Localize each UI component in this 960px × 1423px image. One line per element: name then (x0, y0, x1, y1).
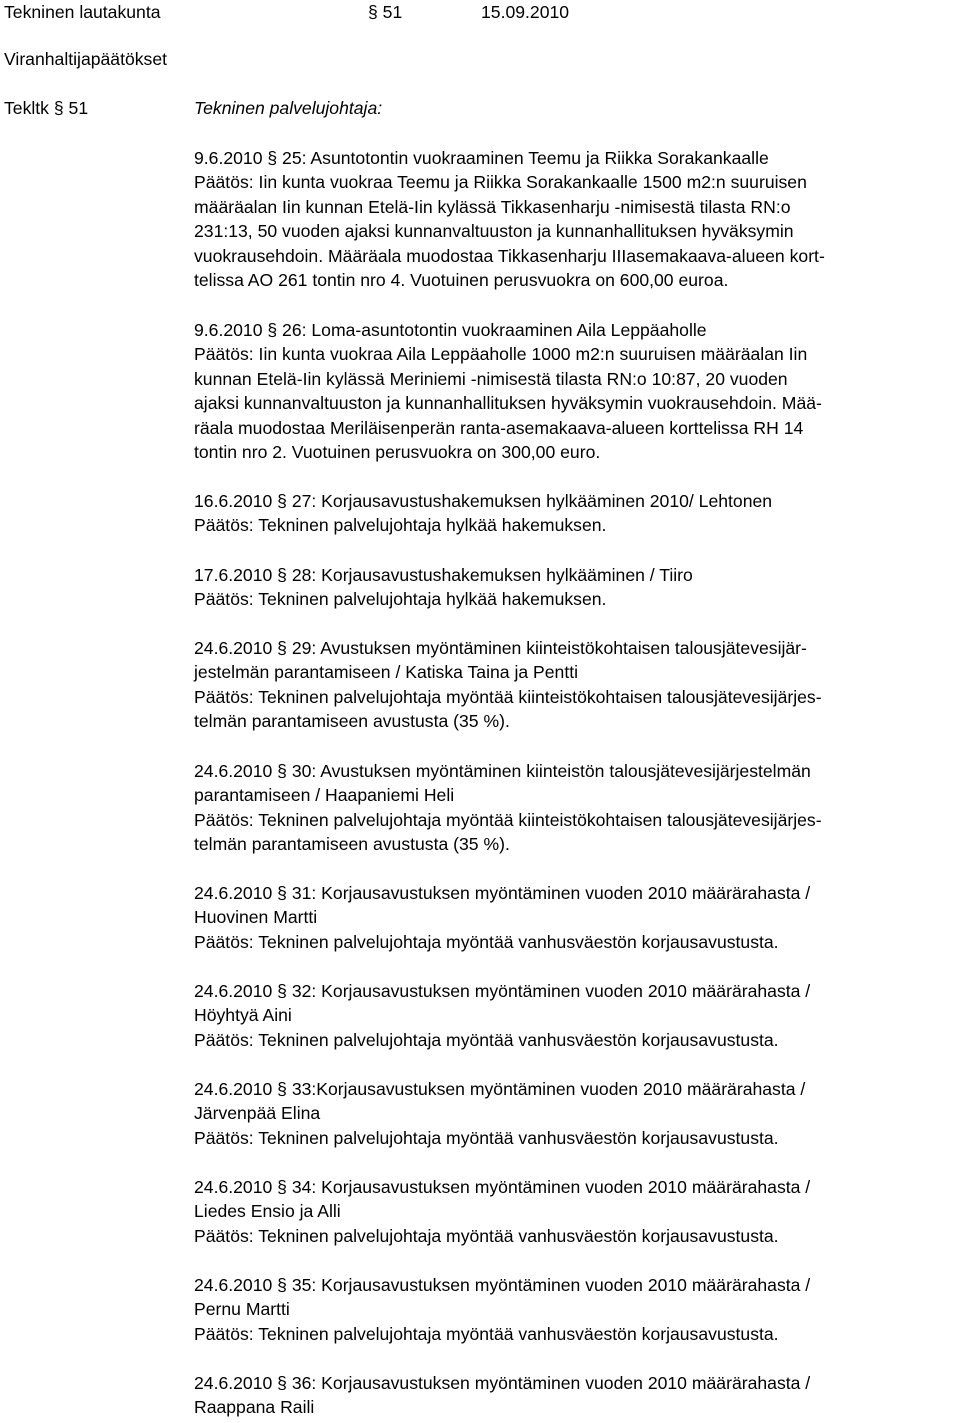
decision-line: telmän parantamiseen avustusta (35 %). (194, 711, 510, 732)
subheader-role: Tekninen palvelujohtaja: (194, 98, 383, 118)
decision-line: Liedes Ensio ja Alli (194, 1201, 341, 1222)
decision-line: tontin nro 2. Vuotuinen perusvuokra on 300,00 euro. (194, 442, 601, 463)
decision-line: Raappana Raili (194, 1397, 315, 1418)
decision-line: Päätös: Tekninen palvelujohtaja myöntää kiinteistökohtaisen talousjätevesijärjes- (194, 686, 822, 707)
decision-line: Päätös: Iin kunta vuokraa Aila Leppäaholle 1000 m2:n suuruisen määräalan Iin (194, 344, 808, 365)
committee-name: Tekninen lautakunta (4, 2, 161, 22)
decision-line: Järvenpää Elina (194, 1103, 321, 1124)
decision-line: ajaksi kunnanvaltuuston ja kunnanhallituksen hyväksymin vuokrausehdoin. Mää- (194, 393, 822, 414)
decision-entry (194, 759, 954, 857)
decision-entry (194, 146, 954, 292)
decision-entry (194, 1175, 954, 1248)
decision-line: Päätös: Tekninen palvelujohtaja hylkää hakemuksen. (194, 515, 607, 536)
decision-entry (194, 1077, 954, 1150)
decision-line: 9.6.2010 § 26: Loma-asuntotontin vuokraaminen Aila Leppäaholle (194, 320, 707, 340)
decision-line: Huovinen Martti (194, 907, 318, 928)
decision-line: Päätös: Tekninen palvelujohtaja hylkää hakemuksen. (194, 589, 607, 610)
decision-line: 17.6.2010 § 28: Korjausavustushakemuksen hylkääminen / Tiiro (194, 565, 693, 585)
decision-line: määräalan Iin kunnan Etelä-Iin kylässä Tikkasenharju -nimisestä tilasta RN:o (194, 196, 791, 217)
decision-line: 24.6.2010 § 30: Avustuksen myöntäminen kiinteistön talousjätevesijärjestelmän (194, 761, 811, 781)
decision-line: Päätös: Tekninen palvelujohtaja myöntää vanhusväestön korjausavustusta. (194, 1029, 779, 1050)
header-paragraph-number: § 51 (368, 2, 403, 22)
decision-line: 24.6.2010 § 35: Korjausavustuksen myöntäminen vuoden 2010 määrärahasta / (194, 1275, 811, 1295)
decision-entry (194, 489, 954, 538)
decision-entry (194, 1273, 954, 1346)
decision-line: Pernu Martti (194, 1299, 290, 1320)
decision-line: Päätös: Tekninen palvelujohtaja myöntää vanhusväestön korjausavustusta. (194, 1323, 779, 1344)
header-date: 15.09.2010 (481, 2, 570, 22)
decision-line: parantamiseen / Haapaniemi Heli (194, 785, 455, 806)
decision-line: vuokrausehdoin. Määräala muodostaa Tikkasenharju IIIasemakaava-alueen kort- (194, 245, 825, 266)
subheader-label: Tekltk § 51 (4, 98, 89, 118)
decision-line: Höyhtyä Aini (194, 1005, 292, 1026)
decision-line: 24.6.2010 § 36: Korjausavustuksen myöntäminen vuoden 2010 määrärahasta / (194, 1373, 811, 1393)
decision-line: Päätös: Tekninen palvelujohtaja myöntää vanhusväestön korjausavustusta. (194, 1127, 779, 1148)
decision-line: räala muodostaa Meriläisenperän ranta-asemakaava-alueen korttelissa RH 14 (194, 417, 804, 438)
decision-line: telissa AO 261 tontin nro 4. Vuotuinen perusvuokra on 600,00 euroa. (194, 270, 729, 291)
decision-line: kunnan Etelä-Iin kylässä Meriniemi -nimisestä tilasta RN:o 10:87, 20 vuoden (194, 368, 788, 389)
decision-entry (194, 979, 954, 1052)
decision-line: Päätös: Tekninen palvelujohtaja myöntää vanhusväestön korjausavustusta. (194, 931, 779, 952)
decision-entry (194, 318, 954, 464)
decision-line: Päätös: Tekninen palvelujohtaja myöntää vanhusväestön korjausavustusta. (194, 1225, 779, 1246)
decision-line: 231:13, 50 vuoden ajaksi kunnanvaltuuston ja kunnanhallituksen hyväksymin (194, 221, 794, 242)
decision-line: jestelmän parantamiseen / Katiska Taina ja Pentti (194, 662, 579, 683)
decision-line: 24.6.2010 § 29: Avustuksen myöntäminen kiinteistökohtaisen talousjätevesijär- (194, 638, 807, 658)
decision-line: Päätös: Iin kunta vuokraa Teemu ja Riikka Sorakankaalle 1500 m2:n suuruisen (194, 172, 807, 193)
decision-line: 24.6.2010 § 33:Korjausavustuksen myöntäminen vuoden 2010 määrärahasta / (194, 1079, 806, 1099)
decision-line: 16.6.2010 § 27: Korjausavustushakemuksen hylkääminen 2010/ Lehtonen (194, 491, 773, 511)
decision-line: 24.6.2010 § 34: Korjausavustuksen myöntäminen vuoden 2010 määrärahasta / (194, 1177, 811, 1197)
decision-entry (194, 636, 954, 734)
decision-line: Päätös: Tekninen palvelujohtaja myöntää kiinteistökohtaisen talousjätevesijärjes- (194, 809, 822, 830)
decision-entry (194, 1371, 954, 1420)
decision-line: 24.6.2010 § 32: Korjausavustuksen myöntäminen vuoden 2010 määrärahasta / (194, 981, 811, 1001)
decision-line: 9.6.2010 § 25: Asuntotontin vuokraaminen Teemu ja Riikka Sorakankaalle (194, 148, 769, 168)
section-title: Viranhaltijapäätökset (4, 49, 168, 69)
decision-line: telmän parantamiseen avustusta (35 %). (194, 834, 510, 855)
decision-line: 24.6.2010 § 31: Korjausavustuksen myöntäminen vuoden 2010 määrärahasta / (194, 883, 811, 903)
decision-entry (194, 881, 954, 954)
decision-entry (194, 563, 954, 612)
